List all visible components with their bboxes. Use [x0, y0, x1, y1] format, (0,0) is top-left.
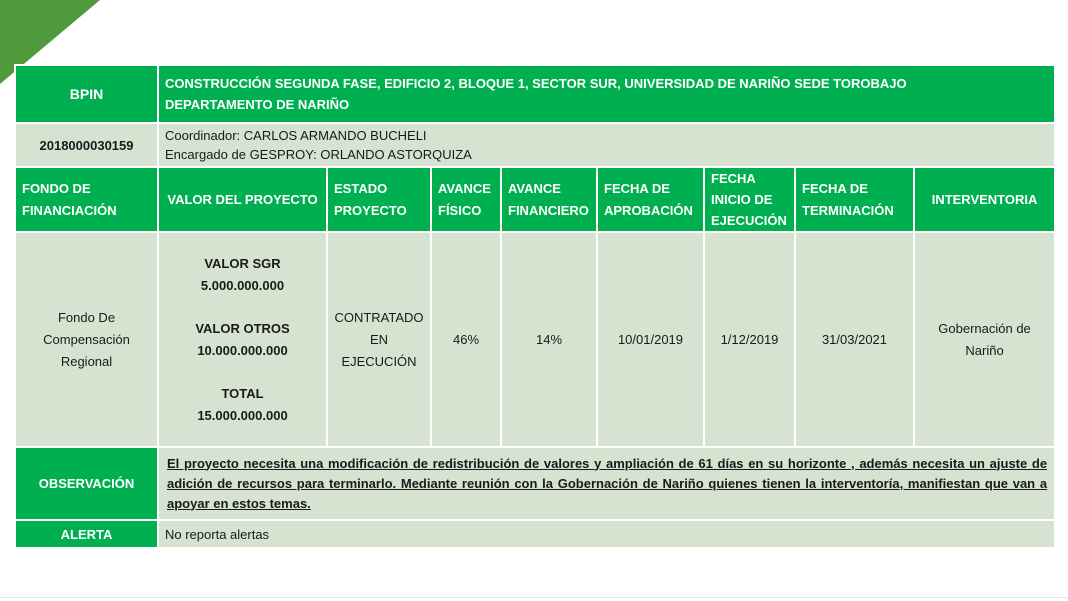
project-title-line2: DEPARTAMENTO DE NARIÑO — [165, 97, 350, 112]
header-fecha-inicio: FECHA INICIO DE EJECUCIÓN — [704, 167, 795, 232]
alerta-text: No reporta alertas — [158, 520, 1055, 548]
cell-fondo: Fondo De Compensación Regional — [15, 232, 158, 447]
valor-total-label: TOTAL — [221, 385, 264, 401]
cell-fecha-terminacion: 31/03/2021 — [795, 232, 914, 447]
column-header-row — [15, 167, 1055, 232]
alerta-row — [15, 520, 1055, 548]
project-table — [14, 64, 1056, 549]
project-title-line1: CONSTRUCCIÓN SEGUNDA FASE, EDIFICIO 2, BLOQUE 1, SECTOR SUR, UNIVERSIDAD DE NARIÑO SEDE TOROBAJO — [165, 76, 907, 91]
observacion-text: El proyecto necesita una modificación de redistribución de valores y ampliación de 61 días en su horizonte , además necesita un ajuste de adición de recursos para terminarlo. Mediante reunión con la Gobernación de Nariño quienes tienen la interventoría, manifiestan que van a apoyar en estos temas. — [158, 447, 1055, 520]
observacion-row — [15, 447, 1055, 520]
info-row — [15, 123, 1055, 167]
project-title — [158, 65, 1055, 123]
observacion-label: OBSERVACIÓN — [15, 447, 158, 520]
valor-otros: 10.000.000.000 — [197, 342, 288, 358]
header-fecha-aprobacion: FECHA DE APROBACIÓN — [597, 167, 704, 232]
header-avance-fisico: AVANCE FÍSICO — [431, 167, 501, 232]
cell-fecha-inicio: 1/12/2019 — [704, 232, 795, 447]
responsibles — [158, 123, 1055, 167]
valor-total: 15.000.000.000 — [197, 407, 288, 423]
cell-avance-financiero: 14% — [501, 232, 597, 447]
title-row — [15, 65, 1055, 123]
valor-sgr-label: VALOR SGR — [204, 255, 281, 271]
bottom-divider — [0, 597, 1068, 598]
cell-avance-fisico: 46% — [431, 232, 501, 447]
cell-interventoria: Gobernación de Nariño — [914, 232, 1055, 447]
gesproy-text: Encargado de GESPROY: ORLANDO ASTORQUIZA — [165, 147, 472, 162]
header-interventoria: INTERVENTORIA — [914, 167, 1055, 232]
valor-sgr: 5.000.000.000 — [200, 277, 285, 293]
header-valor: VALOR DEL PROYECTO — [158, 167, 327, 232]
bpin-code: 2018000030159 — [15, 123, 158, 167]
data-row — [15, 232, 1055, 447]
header-estado: ESTADO PROYECTO — [327, 167, 431, 232]
cell-valor — [158, 232, 327, 447]
valor-otros-label: VALOR OTROS — [195, 320, 290, 336]
header-fondo: FONDO DE FINANCIACIÓN — [15, 167, 158, 232]
alerta-label: ALERTA — [15, 520, 158, 548]
cell-estado: CONTRATADO EN EJECUCIÓN — [327, 232, 431, 447]
header-avance-financiero: AVANCE FINANCIERO — [501, 167, 597, 232]
coordinator-text: Coordinador: CARLOS ARMANDO BUCHELI — [165, 128, 427, 143]
header-fecha-terminacion: FECHA DE TERMINACIÓN — [795, 167, 914, 232]
bpin-label: BPIN — [15, 65, 158, 123]
cell-fecha-aprobacion: 10/01/2019 — [597, 232, 704, 447]
